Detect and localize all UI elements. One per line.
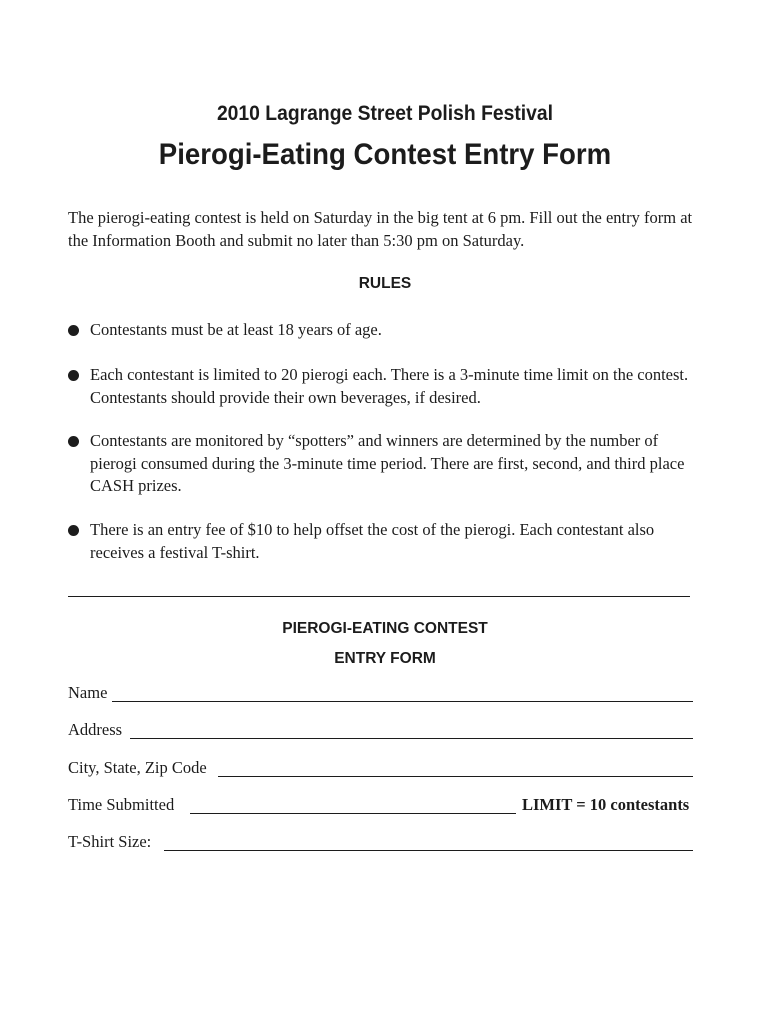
intro-paragraph: The pierogi-eating contest is held on Saturday in the big tent at 6 pm. Fill out the entry form at the Information Booth and submit no later than 5:30 pm on Saturday. [68,208,693,250]
tshirt-size-label: T-Shirt Size: [68,832,152,851]
bullet-icon [68,525,79,536]
festival-subtitle: 2010 Lagrange Street Polish Festival [216,102,554,125]
rule-text: Contestants must be at least 18 years of age. [90,320,382,339]
rule-text: Each contestant is limited to 20 pierogi each. There is a 3-minute time limit on the contest. Contestants should provide their own beverages, if desired. [90,365,689,407]
rules-heading: RULES [358,275,412,292]
bullet-icon [68,325,79,336]
rule-item [68,364,708,409]
rule-item [68,519,708,564]
tshirt-size-input-line[interactable] [164,850,693,851]
form-subheading: ENTRY FORM [334,650,436,667]
bullet-icon [68,370,79,381]
city-state-zip-label: City, State, Zip Code [68,758,207,777]
limit-note: LIMIT = 10 contestants [522,795,690,814]
tshirt-size-field[interactable] [68,832,708,856]
name-input-line[interactable] [112,701,693,702]
name-field[interactable] [68,683,708,707]
form-heading: PIEROGI-EATING CONTEST [282,620,488,637]
city-state-zip-field[interactable] [68,758,708,782]
rule-item [68,319,708,342]
bullet-icon [68,436,79,447]
address-label: Address [68,720,123,739]
time-submitted-field[interactable] [68,795,708,819]
address-field[interactable] [68,720,708,744]
rule-text: Contestants are monitored by “spotters” and winners are determined by the number of pierogi consumed during the 3-minute time period. There are first, second, and third place CASH prizes. [90,431,685,495]
page-title: Pierogi-Eating Contest Entry Form [158,138,612,171]
time-submitted-input-line[interactable] [190,813,516,814]
time-submitted-label: Time Submitted [68,795,175,814]
rule-item [68,430,708,498]
address-input-line[interactable] [130,738,693,739]
section-divider [68,596,690,597]
rule-text: There is an entry fee of $10 to help offset the cost of the pierogi. Each contestant also receives a festival T-shirt. [90,520,655,562]
name-label: Name [68,683,108,702]
city-state-zip-input-line[interactable] [218,776,693,777]
